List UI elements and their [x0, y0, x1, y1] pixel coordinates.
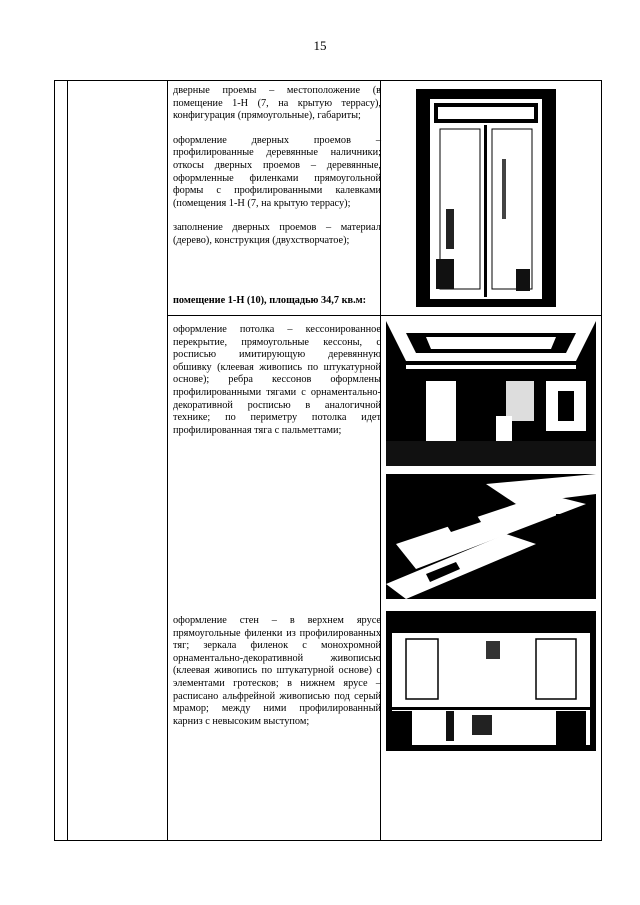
- column-divider-1: [67, 81, 68, 840]
- document-table: [54, 80, 602, 841]
- walls-text: оформление стен – в верхнем ярусе прямоугольные филенки из профилированных тяг; зеркала филенок с монохромной орнаментально-декоративной живописью (клеевая живопись по штукатурной основе) с элементами гротесков; в нижнем ярусе – расписано альфрейной живописью под серый мрамор; между ними профилированный карниз с невысоким выступом;: [173, 615, 381, 727]
- room-ceiling-photo: [386, 321, 596, 466]
- column-divider-2: [167, 81, 168, 840]
- page-number: 15: [313, 38, 327, 53]
- walls-photo: [386, 611, 596, 751]
- ceiling-description: [173, 324, 381, 437]
- door-photo: [416, 89, 556, 307]
- ceiling-text: оформление потолка – кессонированное перекрытие, прямоугольные кессоны, с росписью имитирующую деревянную обшивку (клеевая живопись по штукатурной основе); ребра кессонов оформлены профилированными тягами с орнаментально-декоративной росписью в аналогичной технике; по периметру потолка идет профилированная тяга с пальметтами;: [173, 324, 381, 436]
- door-location-text: дверные проемы – местоположение (в помещение 1-Н (7, на крытую террасу), конфигурация (прямоугольные), габариты;: [173, 85, 381, 122]
- door-design-text: оформление дверных проемов – профилированные деревянные наличники; откосы дверных проемов – деревянные, оформленные филенками прямоугольной формы с профилированными калевками (помещения 1-Н (7, на крытую террасу);: [173, 134, 381, 209]
- ceiling-detail-photo: [386, 474, 596, 599]
- walls-description: [173, 615, 381, 728]
- door-description: [173, 85, 381, 248]
- room-heading: помещение 1-Н (10), площадью 34,7 кв.м:: [173, 295, 367, 306]
- row-divider-1: [167, 315, 601, 316]
- door-fill-text: заполнение дверных проемов – материал (дерево), конструкция (двухстворчатое);: [173, 222, 381, 246]
